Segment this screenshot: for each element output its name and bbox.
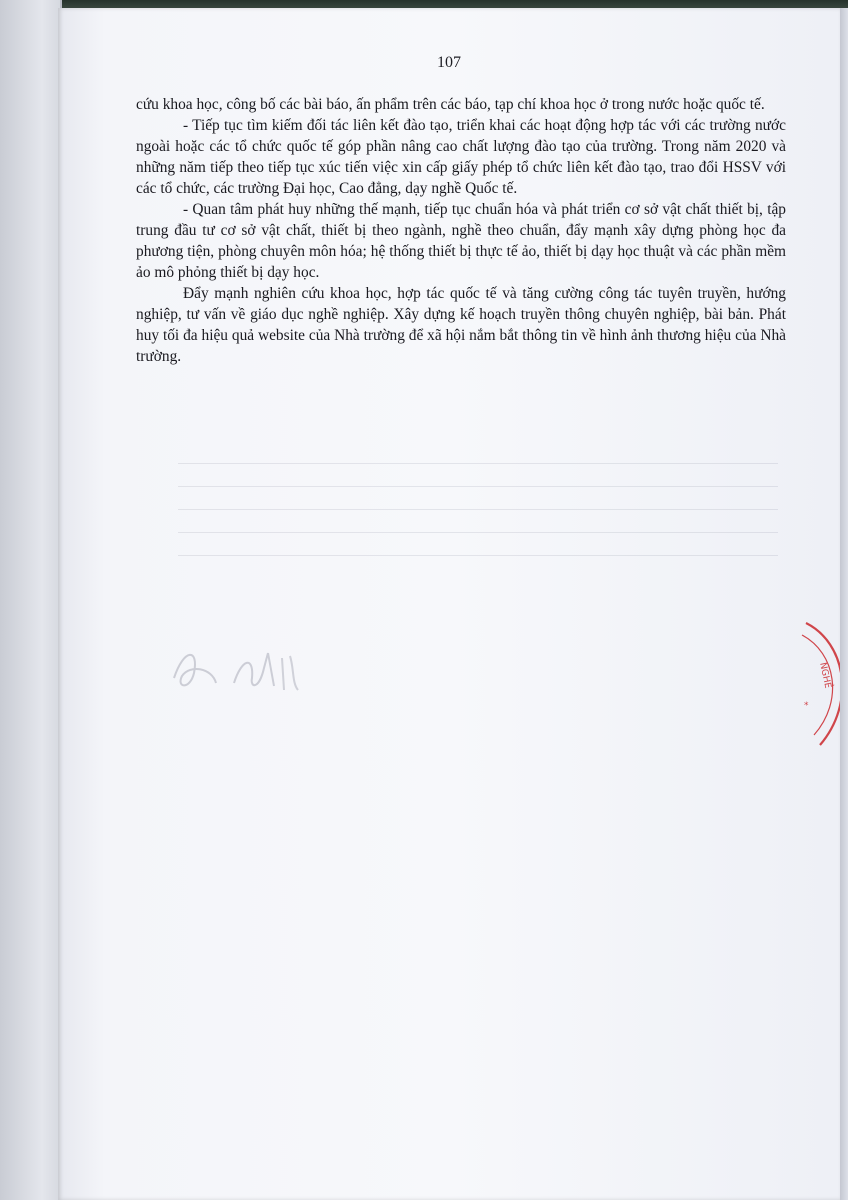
- document-body: [136, 94, 786, 367]
- bleed-through-lines: [178, 463, 778, 583]
- svg-text:NGHỀ: NGHỀ: [817, 661, 833, 690]
- paragraph-partnerships: - Tiếp tục tìm kiếm đối tác liên kết đào tạo, triển khai các hoạt động hợp tác với các trường nước ngoài hoặc các tổ chức quốc tế góp phần nâng cao chất lượng đào tạo của trường. Trong năm 2020 và những năm tiếp theo tiếp tục xúc tiến việc xin cấp giấy phép tổ chức liên kết đào tạo, trao đổi HSSV với các tổ chức, các trường Đại học, Cao đẳng, dạy nghề Quốc tế.: [136, 117, 786, 197]
- page-number: 107: [437, 54, 461, 71]
- document-page: [58, 8, 840, 1200]
- paragraph-continuation: cứu khoa học, công bố các bài báo, ấn phẩm trên các báo, tạp chí khoa học ở trong nước hoặc quốc tế.: [136, 96, 765, 113]
- paragraph-research-promotion: Đẩy mạnh nghiên cứu khoa học, hợp tác quốc tế và tăng cường công tác tuyên truyền, hướng nghiệp, tư vấn về giáo dục nghề nghiệp. Xây dựng kế hoạch truyền thông chuyên nghiệp, bài bản. Phát huy tối đa hiệu quả website của Nhà trường để xã hội nắm bắt thông tin về hình ảnh thương hiệu của Nhà trường.: [136, 285, 786, 365]
- paragraph-facilities: - Quan tâm phát huy những thế mạnh, tiếp tục chuẩn hóa và phát triển cơ sở vật chất thiết bị, tập trung đầu tư cơ sở vật chất, thiết bị theo ngành, nghề theo chuẩn, đẩy mạnh xây dựng phòng học đa phương tiện, phòng chuyên môn hóa; hệ thống thiết bị thực tế ảo, thiết bị dạy học thuật và các phần mềm ảo mô phỏng thiết bị dạy học.: [136, 201, 786, 281]
- scan-left-edge: [0, 0, 62, 1200]
- svg-text:*: *: [804, 701, 809, 711]
- red-stamp-seal: [798, 613, 840, 753]
- signature-mark: [164, 628, 324, 708]
- scan-right-edge: [840, 8, 848, 1200]
